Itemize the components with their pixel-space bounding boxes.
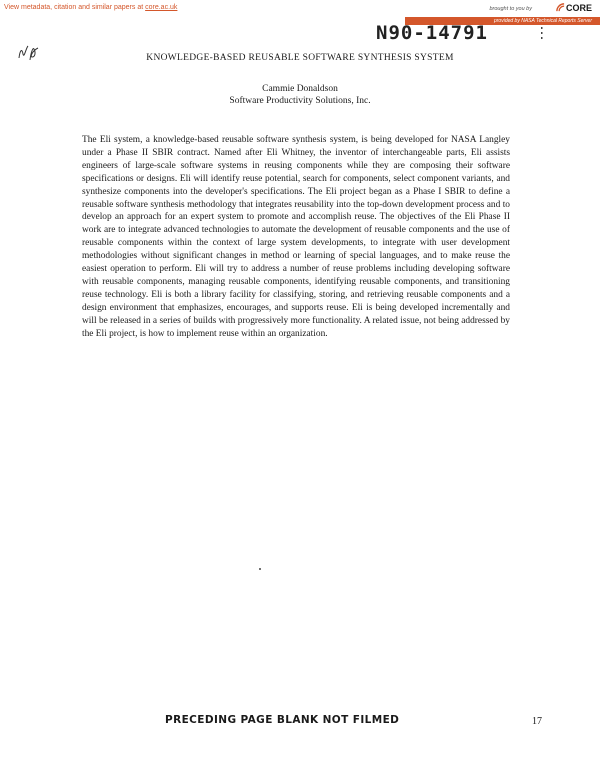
paper-title: KNOWLEDGE-BASED REUSABLE SOFTWARE SYNTHESIS SYSTEM: [146, 53, 454, 63]
core-logo-text: CORE: [565, 3, 592, 13]
core-link-prefix: View metadata, citation and similar papers at: [4, 4, 144, 11]
core-link-site: core.ac.uk: [145, 4, 178, 11]
abstract-paragraph: The Eli system, a knowledge-based reusable software synthesis system, is being developed for NASA Langley under a Phase II SBIR contract. Named after Eli Whitney, the inventor of interchangeable parts, Eli assists engineers of large-scale software systems in reusing components while they are composing their software specifications or designs. Eli will identify reuse potential, search for components, select component variants, and synthesize components into the developer's specifications. The Eli project began as a Phase I SBIR to define a reusable software synthesis methodology that integrates reusability into the top-down development process and to develop an approach for an expert system to promote and accomplish reuse. The objectives of the Eli Phase II work are to integrate advanced technologies to automate the development of reusable components and the use of reusable components within the context of large system developments, to integrate with user development methodologies without significant changes in method or learning of special languages, and to make reuse the easiest operation to perform. Eli will try to address a number of reuse problems including developing software with reusable components, managing reusable components, identifying reusable components, and transitioning reuse technology. Eli is both a library facility for classifying, storing, and retrieving reusable components and a design environment that emphasizes, encourages, and supports reuse. Eli is being developed incrementally and will be released in a series of builds with progressively more functionality. A related issue, not being addressed by the Eli project, is how to implement reuse within an organization.: [82, 135, 510, 339]
preceding-page-notice: PRECEDING PAGE BLANK NOT FILMED: [165, 714, 400, 726]
brought-to-you-by: brought to you by: [489, 6, 532, 12]
core-banner: [0, 0, 600, 24]
provided-by-bar[interactable]: provided by NASA Technical Reports Server: [405, 17, 600, 25]
core-logo-icon: [556, 3, 565, 12]
page-number: 17: [532, 716, 542, 727]
core-logo[interactable]: [556, 3, 592, 13]
scan-speck: [259, 568, 261, 570]
author-affiliation: Software Productivity Solutions, Inc.: [229, 96, 371, 106]
report-number: N90-14791: [376, 22, 488, 44]
margin-marks: [540, 26, 544, 40]
core-metadata-link[interactable]: [4, 4, 177, 11]
author-name: Cammie Donaldson: [262, 84, 338, 94]
